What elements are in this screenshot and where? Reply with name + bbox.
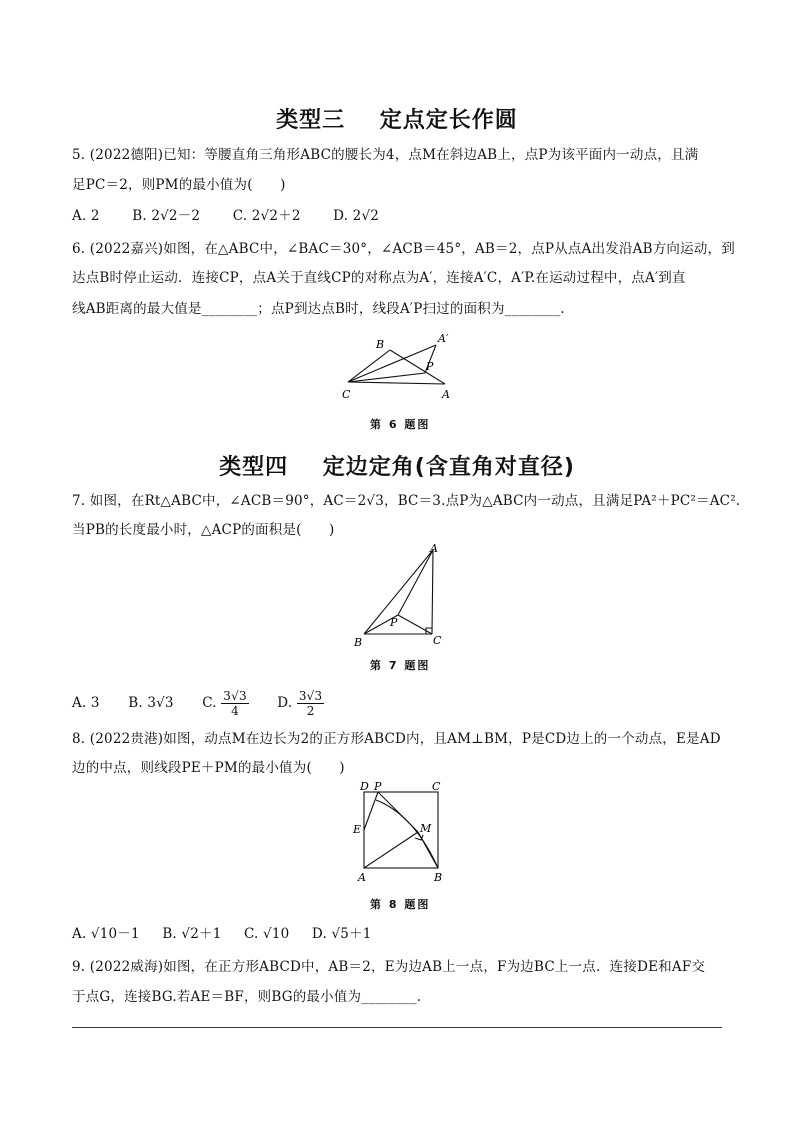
q9-text-line2: 于点G，连接BG.若AE＝BF，则BG的最小值为________.	[72, 989, 422, 1005]
q8-caption: 第 8 题图	[370, 898, 431, 911]
section-title-type4: 类型四 定边定角(含直角对直径)	[219, 455, 575, 480]
q5-option-c: C. 2√2＋2	[232, 208, 301, 224]
q7-option-c-denominator: 4	[231, 704, 239, 718]
q8-seg-am	[364, 832, 418, 868]
q7-option-d-prefix: D.	[277, 695, 293, 711]
q8-option-a: A. √10－1	[72, 926, 140, 942]
q7-label-a: A	[430, 542, 438, 555]
q7-option-a: A. 3	[72, 695, 100, 711]
q7-option-c-fraction	[221, 689, 249, 718]
q7-caption: 第 7 题图	[370, 659, 431, 672]
q7-option-c-numerator: 3√3	[223, 689, 247, 703]
q6-label-a: A	[442, 388, 450, 401]
q7-option-d-denominator: 2	[306, 704, 315, 718]
q8-label-a: A	[358, 871, 366, 884]
q8-label-c: C	[432, 780, 441, 793]
q7-option-c	[202, 689, 253, 718]
q6-seg-ba	[390, 350, 445, 384]
q7-label-p: P	[390, 616, 398, 629]
q8-label-p: P	[374, 780, 382, 793]
q8-option-c: C. √10	[244, 926, 290, 942]
q7-seg-ac	[432, 550, 433, 634]
q6-seg-ca	[348, 382, 445, 384]
q7-text-line2: 当PB的长度最小时，△ACP的面积是( )	[72, 522, 335, 538]
bottom-divider	[72, 1027, 722, 1028]
q8-option-d: D. √5＋1	[311, 926, 372, 942]
q6-label-a-prime: A′	[438, 332, 449, 345]
q7-options	[72, 686, 324, 720]
q8-figure	[350, 780, 450, 890]
q5-options	[72, 207, 407, 225]
q7-option-c-prefix: C.	[202, 695, 217, 711]
q6-label-c: C	[342, 388, 351, 401]
q7-option-d-numerator: 3√3	[298, 689, 323, 703]
q6-text-line1: 6. (2022嘉兴)如图，在△ABC中，∠BAC＝30°，∠ACB＝45°，AB＝2，点P从点A出发沿AB方向运动，到	[72, 241, 735, 257]
q8-seg-ep	[364, 792, 378, 830]
q6-seg-cb	[348, 350, 390, 382]
q8-label-e: E	[353, 823, 362, 836]
q7-text-line1: 7. 如图，在Rt△ABC中，∠ACB＝90°，AC＝2√3，BC＝3.点P为△ABC内一动点，且满足PA²＋PC²＝AC².	[72, 493, 741, 509]
q5-option-b: B. 2√2－2	[132, 208, 201, 224]
q7-seg-pc	[398, 615, 432, 634]
q8-text-line1: 8. (2022贵港)如图，动点M在边长为2的正方形ABCD内，且AM⊥BM，P是CD边上的一个动点，E是AD	[72, 731, 721, 747]
q6-caption: 第 6 题图	[370, 418, 431, 431]
q7-label-b: B	[354, 636, 363, 649]
q8-label-d: D	[360, 780, 369, 793]
q5-text-line2: 足PC＝2，则PM的最小值为( )	[72, 177, 286, 193]
q7-option-b: B. 3√3	[128, 695, 174, 711]
q7-option-d-fraction	[297, 689, 325, 718]
q7-figure	[350, 538, 450, 650]
q6-label-b: B	[376, 338, 385, 351]
q8-label-m: M	[420, 822, 432, 835]
q5-text-line1: 5. (2022德阳)已知：等腰直角三角形ABC的腰长为4，点M在斜边AB上，点P为该平面内一动点，且满	[72, 147, 699, 163]
q8-text-line2: 边的中点，则线段PE＋PM的最小值为( )	[72, 760, 345, 776]
q7-seg-ba	[364, 550, 433, 634]
q8-label-b: B	[434, 871, 443, 884]
q5-option-a: A. 2	[72, 208, 100, 224]
q6-label-p: P	[426, 360, 434, 373]
q6-text-line3: 线AB距离的最大值是________；点P到达点B时，线段A′P扫过的面积为________.	[72, 301, 565, 317]
q8-options	[72, 925, 400, 943]
q5-option-d: D. 2√2	[333, 208, 380, 224]
q7-label-c: C	[433, 634, 442, 647]
q9-text-line1: 9. (2022威海)如图，在正方形ABCD中，AB＝2，E为边AB上一点，F为边BC上一点．连接DE和AF交	[72, 959, 706, 975]
q6-figure	[330, 328, 470, 404]
q7-option-d	[277, 689, 324, 718]
q7-seg-pa	[398, 550, 433, 615]
q6-text-line2: 达点B时停止运动．连接CP，点A关于直线CP的对称点为A′，连接A′C，A′P.在运动过程中，点A′到直	[72, 270, 686, 286]
section-title-type3: 类型三 定点定长作圆	[276, 108, 518, 133]
q8-option-b: B. √2＋1	[162, 926, 222, 942]
